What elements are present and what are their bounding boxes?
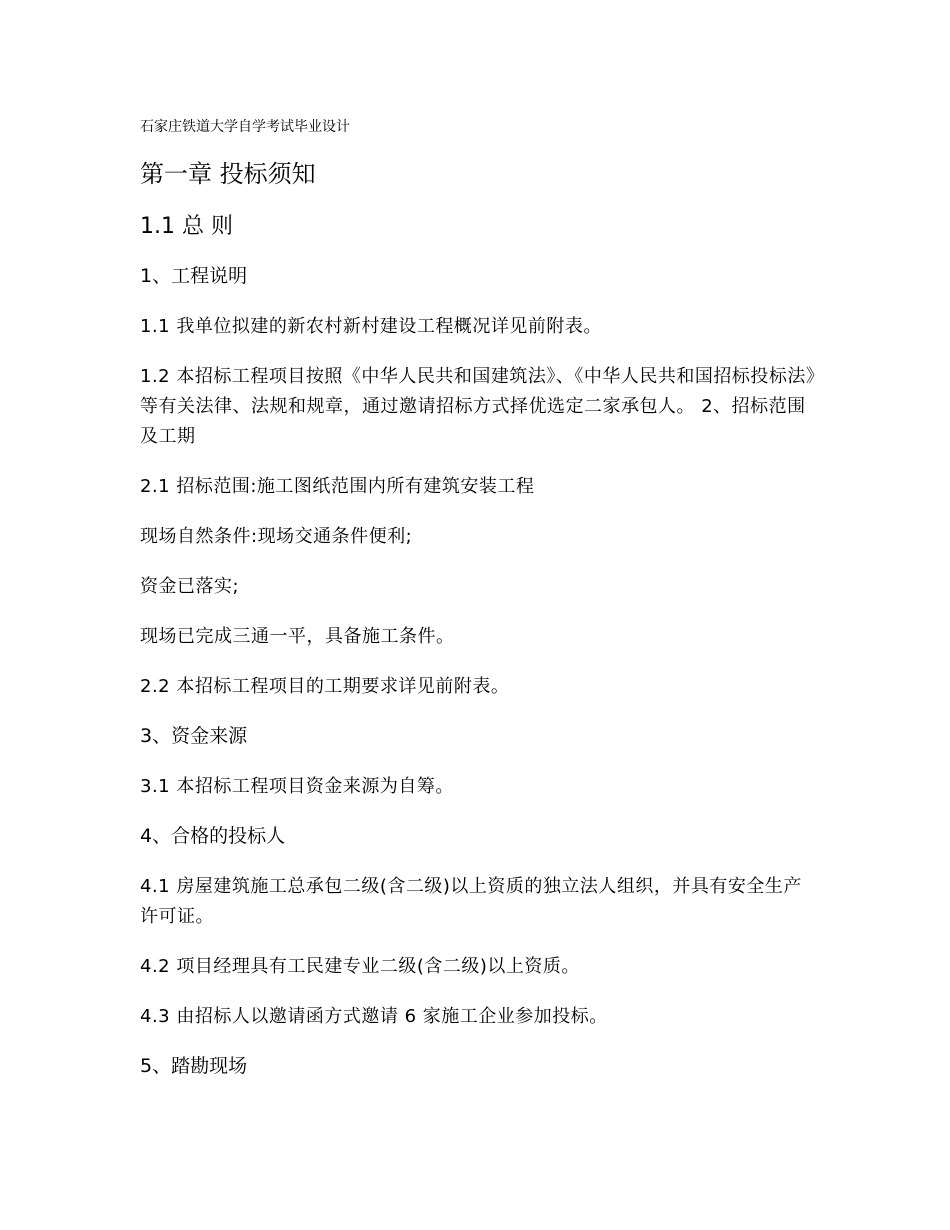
- running-header: 石家庄铁道大学自学考试毕业设计: [140, 119, 350, 135]
- paragraph-3-1: 3.1 本招标工程项目资金来源为自筹。: [140, 776, 454, 797]
- heading-funding-source: 3、资金来源: [140, 725, 248, 747]
- section-title: 1.1 总 则: [140, 214, 233, 239]
- paragraph-site-ready: 现场已完成三通一平，具备施工条件。: [140, 626, 455, 647]
- paragraph-4-3: 4.3 由招标人以邀请函方式邀请 6 家施工企业参加投标。: [140, 1006, 608, 1027]
- heading-qualified-bidders: 4、合格的投标人: [140, 825, 286, 847]
- paragraph-funds: 资金已落实;: [140, 576, 240, 597]
- paragraph-4-2: 4.2 项目经理具有工民建专业二级(含二级)以上资质。: [140, 956, 580, 977]
- paragraph-1-2: 1.2 本招标工程项目按照《中华人民共和国建筑法》、《中华人民共和国招标投标法》等有关法律、法规和规章，通过邀请招标方式择优选定二家承包人。 2、招标范围及工期: [140, 366, 816, 447]
- paragraph-site-conditions: 现场自然条件:现场交通条件便利;: [140, 526, 413, 547]
- heading-project-description: 1、工程说明: [140, 265, 248, 287]
- chapter-title: 第一章 投标须知: [140, 160, 316, 188]
- heading-site-visit: 5、踏勘现场: [140, 1055, 248, 1077]
- paragraph-2-1: 2.1 招标范围:施工图纸范围内所有建筑安装工程: [140, 476, 535, 497]
- paragraph-2-2: 2.2 本招标工程项目的工期要求详见前附表。: [140, 676, 510, 697]
- document-body: [140, 116, 820, 1102]
- paragraph-4-1: 4.1 房屋建筑施工总承包二级(含二级)以上资质的独立法人组织，并具有安全生产许可证。: [140, 876, 802, 927]
- paragraph-1-1: 1.1 我单位拟建的新农村新村建设工程概况详见前附表。: [140, 316, 602, 337]
